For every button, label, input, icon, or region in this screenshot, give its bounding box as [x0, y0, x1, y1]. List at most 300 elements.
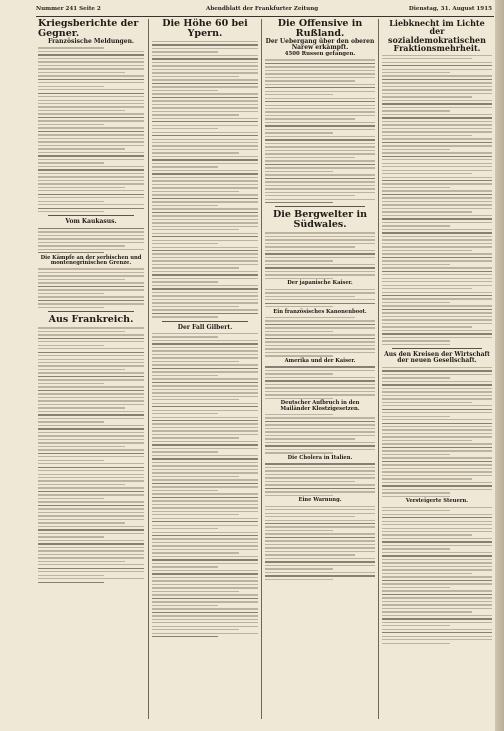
body-text [152, 333, 258, 638]
text-line [265, 101, 375, 102]
text-line [265, 572, 375, 573]
text-line [152, 347, 258, 348]
text-line [152, 500, 258, 501]
text-line [265, 246, 355, 247]
text-line [382, 326, 472, 327]
text-line [38, 47, 104, 48]
text-line [265, 431, 375, 432]
text-line [265, 98, 375, 99]
text-line [382, 107, 492, 108]
text-line [265, 105, 375, 106]
text-line [382, 208, 492, 209]
text-line [382, 492, 450, 493]
text-line [152, 591, 239, 592]
text-line [152, 417, 258, 418]
text-line [152, 476, 239, 477]
text-line [382, 618, 492, 619]
text-line [38, 529, 144, 530]
text-line [265, 153, 375, 154]
text-line [38, 148, 125, 149]
text-line [382, 562, 492, 563]
subhead-kaempfe: Die Kämpfe an der serbischen und montenegrinischen Grenze. [40, 254, 142, 267]
text-line [38, 425, 144, 426]
text-line [152, 497, 258, 498]
text-line [152, 295, 258, 296]
text-line [152, 257, 258, 258]
text-line [38, 453, 144, 454]
text-line [382, 156, 492, 157]
text-line [152, 556, 258, 557]
text-line [152, 354, 258, 355]
text-line [38, 173, 144, 174]
text-line [382, 305, 492, 306]
text-line [265, 73, 375, 74]
text-line [382, 288, 472, 289]
text-line [152, 434, 258, 435]
text-line [38, 463, 144, 464]
text-line [265, 260, 333, 261]
text-line [152, 615, 258, 616]
text-line [38, 152, 144, 153]
text-line [152, 44, 258, 45]
text-line [382, 225, 450, 226]
text-line [152, 316, 218, 317]
text-line [152, 605, 218, 606]
text-line [152, 205, 218, 206]
text-line [152, 423, 258, 424]
column-2 [152, 19, 258, 640]
text-line [382, 416, 450, 417]
text-line [265, 384, 375, 385]
text-line [265, 239, 375, 240]
text-line [152, 420, 258, 421]
text-line [152, 525, 258, 526]
text-line [152, 598, 258, 599]
text-line [265, 394, 375, 395]
text-line [38, 522, 125, 523]
text-line [382, 384, 492, 385]
body-text [265, 317, 375, 357]
text-line [38, 449, 144, 450]
text-line [382, 485, 492, 486]
text-line [152, 490, 218, 491]
text-line [152, 427, 258, 428]
text-line [265, 143, 375, 144]
text-line [382, 298, 492, 299]
text-line [152, 104, 258, 105]
text-line [265, 146, 375, 147]
text-line [38, 242, 144, 243]
text-line [152, 309, 258, 310]
text-line [382, 381, 492, 382]
text-line [152, 521, 258, 522]
text-line [152, 608, 258, 609]
text-line [152, 180, 258, 181]
body-text [382, 507, 492, 644]
text-line [152, 472, 258, 473]
page-edge [495, 0, 504, 731]
column-3 [265, 19, 375, 582]
text-line [265, 139, 375, 140]
body-text [265, 414, 375, 454]
text-line [152, 511, 258, 512]
text-line [382, 58, 472, 59]
text-line [382, 152, 492, 153]
text-line [265, 171, 333, 172]
text-line [265, 530, 333, 531]
text-line [265, 355, 333, 356]
text-line [382, 423, 492, 424]
text-line [382, 260, 492, 261]
text-line [38, 494, 144, 495]
body-text [382, 367, 492, 497]
text-line [382, 243, 492, 244]
text-line [265, 188, 375, 189]
text-line [265, 264, 375, 265]
text-line [382, 79, 492, 80]
text-line [265, 428, 375, 429]
text-line [152, 371, 258, 372]
text-line [265, 417, 375, 418]
text-line [152, 198, 258, 199]
body-text [38, 228, 144, 254]
text-line [152, 51, 218, 52]
issue-number: Nummer 241 Seite 2 [36, 6, 101, 12]
text-line [265, 292, 375, 293]
text-line [265, 181, 375, 182]
text-line [152, 170, 258, 171]
text-line [38, 235, 144, 236]
text-line [38, 414, 144, 415]
text-line [152, 633, 258, 634]
text-line [152, 563, 258, 564]
issue-date: Dienstag, 31. August 1915 [408, 6, 492, 12]
text-line [152, 306, 239, 307]
subhead-japanische-kaiser: Der japanische Kaiser. [287, 280, 353, 287]
text-line [152, 479, 258, 480]
text-line [382, 274, 492, 275]
text-line [38, 428, 144, 429]
headline-bergwelter: Die Bergwelter in Südwales. [272, 209, 367, 231]
text-line [38, 345, 104, 346]
text-line [152, 219, 258, 220]
text-line [38, 176, 144, 177]
text-line [38, 238, 144, 239]
text-line [382, 62, 492, 63]
text-line [152, 86, 258, 87]
text-line [152, 462, 258, 463]
text-line [38, 334, 144, 335]
text-line [382, 367, 492, 368]
subhead-kaukasus: Vom Kaukasus. [65, 218, 117, 226]
text-line [382, 337, 492, 338]
text-line [382, 374, 492, 375]
text-line [382, 344, 450, 345]
text-line [382, 528, 492, 529]
text-line [152, 629, 239, 630]
subhead-gefangen: 4500 Russen gefangen. [284, 50, 356, 57]
subhead-amerika: Amerika und der Kaiser. [284, 357, 356, 364]
text-line [152, 226, 258, 227]
text-line [152, 584, 258, 585]
text-line [38, 293, 104, 294]
text-line [152, 528, 218, 529]
text-line [382, 271, 492, 272]
text-line [152, 507, 258, 508]
text-line [152, 594, 258, 595]
text-line [382, 222, 492, 223]
text-line [265, 341, 375, 342]
text-line [38, 571, 144, 572]
text-line [265, 324, 375, 325]
text-line [152, 159, 258, 160]
text-line [382, 177, 492, 178]
text-line [382, 103, 492, 104]
text-line [38, 362, 144, 363]
text-line [38, 296, 144, 297]
text-line [152, 587, 258, 588]
text-line [382, 264, 450, 265]
text-line [152, 577, 258, 578]
text-line [382, 521, 492, 522]
text-line [265, 414, 333, 415]
text-line [382, 402, 472, 403]
text-line [38, 201, 104, 202]
text-line [382, 124, 492, 125]
text-line [382, 548, 450, 549]
text-line [152, 549, 258, 550]
text-line [382, 583, 492, 584]
text-line [38, 501, 144, 502]
text-line [38, 145, 144, 146]
subhead-franzoesische: Französische Meldungen. [47, 37, 135, 45]
text-line [38, 110, 125, 111]
text-line [382, 632, 492, 633]
text-line [265, 125, 375, 126]
text-line [152, 483, 258, 484]
text-line [152, 121, 258, 122]
text-line [152, 532, 258, 533]
text-line [265, 380, 375, 381]
body-text [265, 366, 375, 399]
column-divider [378, 19, 379, 719]
text-line [38, 582, 104, 583]
column-1 [38, 19, 144, 585]
text-line [38, 390, 144, 391]
text-line [265, 299, 375, 300]
text-line [38, 355, 144, 356]
text-line [152, 396, 258, 397]
text-line [38, 331, 125, 332]
text-line [152, 313, 258, 314]
text-line [38, 124, 104, 125]
text-line [382, 615, 492, 616]
text-line [38, 96, 144, 97]
text-line [38, 194, 144, 195]
text-line [382, 377, 450, 378]
text-line [38, 338, 144, 339]
text-line [38, 187, 125, 188]
text-line [38, 120, 144, 121]
text-line [38, 155, 144, 156]
text-line [38, 536, 104, 537]
text-line [265, 320, 375, 321]
text-line [382, 514, 492, 515]
text-line [38, 183, 144, 184]
text-line [152, 368, 258, 369]
text-line [265, 338, 375, 339]
text-line [382, 496, 450, 497]
text-line [265, 513, 375, 514]
separator [392, 348, 482, 349]
text-line [38, 519, 144, 520]
text-line [265, 66, 375, 67]
text-line [382, 629, 492, 630]
text-line [152, 410, 258, 411]
text-line [38, 512, 144, 513]
text-line [265, 421, 375, 422]
text-line [152, 114, 239, 115]
text-line [152, 139, 258, 140]
text-line [382, 323, 492, 324]
headline-kriegsberichte: Kriegsberichte der Gegner. [38, 18, 139, 39]
text-line [265, 424, 375, 425]
text-line [382, 163, 492, 164]
text-line [152, 271, 258, 272]
text-line [382, 566, 492, 567]
text-line [152, 65, 258, 66]
text-line [38, 421, 104, 422]
text-line [152, 292, 258, 293]
text-line [38, 359, 144, 360]
text-line [382, 478, 472, 479]
text-line [38, 442, 144, 443]
text-line [152, 281, 218, 282]
text-line [265, 467, 375, 468]
body-text [382, 55, 492, 346]
text-line [265, 435, 375, 436]
text-line [38, 439, 144, 440]
text-line [38, 547, 144, 548]
text-line [38, 117, 144, 118]
text-line [265, 199, 375, 200]
text-line [382, 388, 492, 389]
text-line [38, 491, 144, 492]
text-line [265, 506, 375, 507]
text-line [38, 379, 144, 380]
text-line [382, 426, 492, 427]
text-line [152, 486, 258, 487]
text-line [382, 405, 492, 406]
text-line [38, 51, 144, 52]
text-line [38, 397, 144, 398]
text-line [38, 393, 144, 394]
text-line [38, 404, 144, 405]
text-line [382, 197, 492, 198]
text-line [152, 62, 258, 63]
text-line [152, 208, 258, 209]
text-line [38, 245, 125, 246]
subhead-versteigerte-steuern: Versteigerte Steuern. [405, 498, 469, 505]
text-line [38, 272, 144, 273]
text-line [382, 433, 492, 434]
text-line [152, 465, 258, 466]
text-line [38, 138, 144, 139]
separator [48, 311, 134, 312]
text-line [382, 608, 492, 609]
text-line [382, 232, 492, 233]
text-line [265, 387, 375, 388]
text-line [382, 149, 450, 150]
text-line [38, 386, 144, 387]
text-line [38, 89, 144, 90]
text-line [38, 480, 144, 481]
text-line [382, 312, 492, 313]
text-line [382, 138, 492, 139]
text-line [382, 145, 492, 146]
text-line [382, 419, 492, 420]
text-line [382, 239, 492, 240]
text-line [152, 406, 258, 407]
text-line [152, 535, 258, 536]
text-line [152, 118, 258, 119]
text-line [265, 253, 375, 254]
text-line [265, 568, 333, 569]
text-line [38, 348, 144, 349]
text-line [38, 180, 144, 181]
text-line [382, 187, 450, 188]
text-line [152, 504, 258, 505]
text-line [382, 454, 450, 455]
text-line [38, 72, 125, 73]
text-line [265, 271, 375, 272]
text-line [38, 75, 144, 76]
text-line [38, 79, 144, 80]
text-line [152, 542, 258, 543]
masthead-rule [36, 16, 494, 17]
text-line [38, 505, 144, 506]
column-divider [261, 19, 262, 719]
headline-offensive: Die Offensive in Rußland. [277, 18, 363, 39]
text-line [38, 341, 144, 342]
text-line [152, 458, 258, 459]
text-line [152, 299, 258, 300]
text-line [152, 93, 258, 94]
text-line [38, 211, 104, 212]
text-line [265, 551, 375, 552]
text-line [152, 559, 258, 560]
text-line [38, 467, 144, 468]
text-line [265, 561, 375, 562]
text-line [38, 564, 144, 565]
text-line [265, 516, 355, 517]
text-line [152, 79, 258, 80]
text-line [38, 372, 144, 373]
text-line [38, 204, 144, 205]
text-line [382, 253, 492, 254]
text-line [382, 622, 492, 623]
text-line [152, 48, 258, 49]
text-line [38, 208, 144, 209]
text-line [152, 243, 218, 244]
text-line [382, 292, 492, 293]
body-text [38, 268, 144, 308]
text-line [265, 157, 355, 158]
text-line [152, 626, 258, 627]
subhead-warnung: Eine Warnung. [298, 497, 342, 504]
text-line [382, 309, 492, 310]
body-text [265, 463, 375, 496]
